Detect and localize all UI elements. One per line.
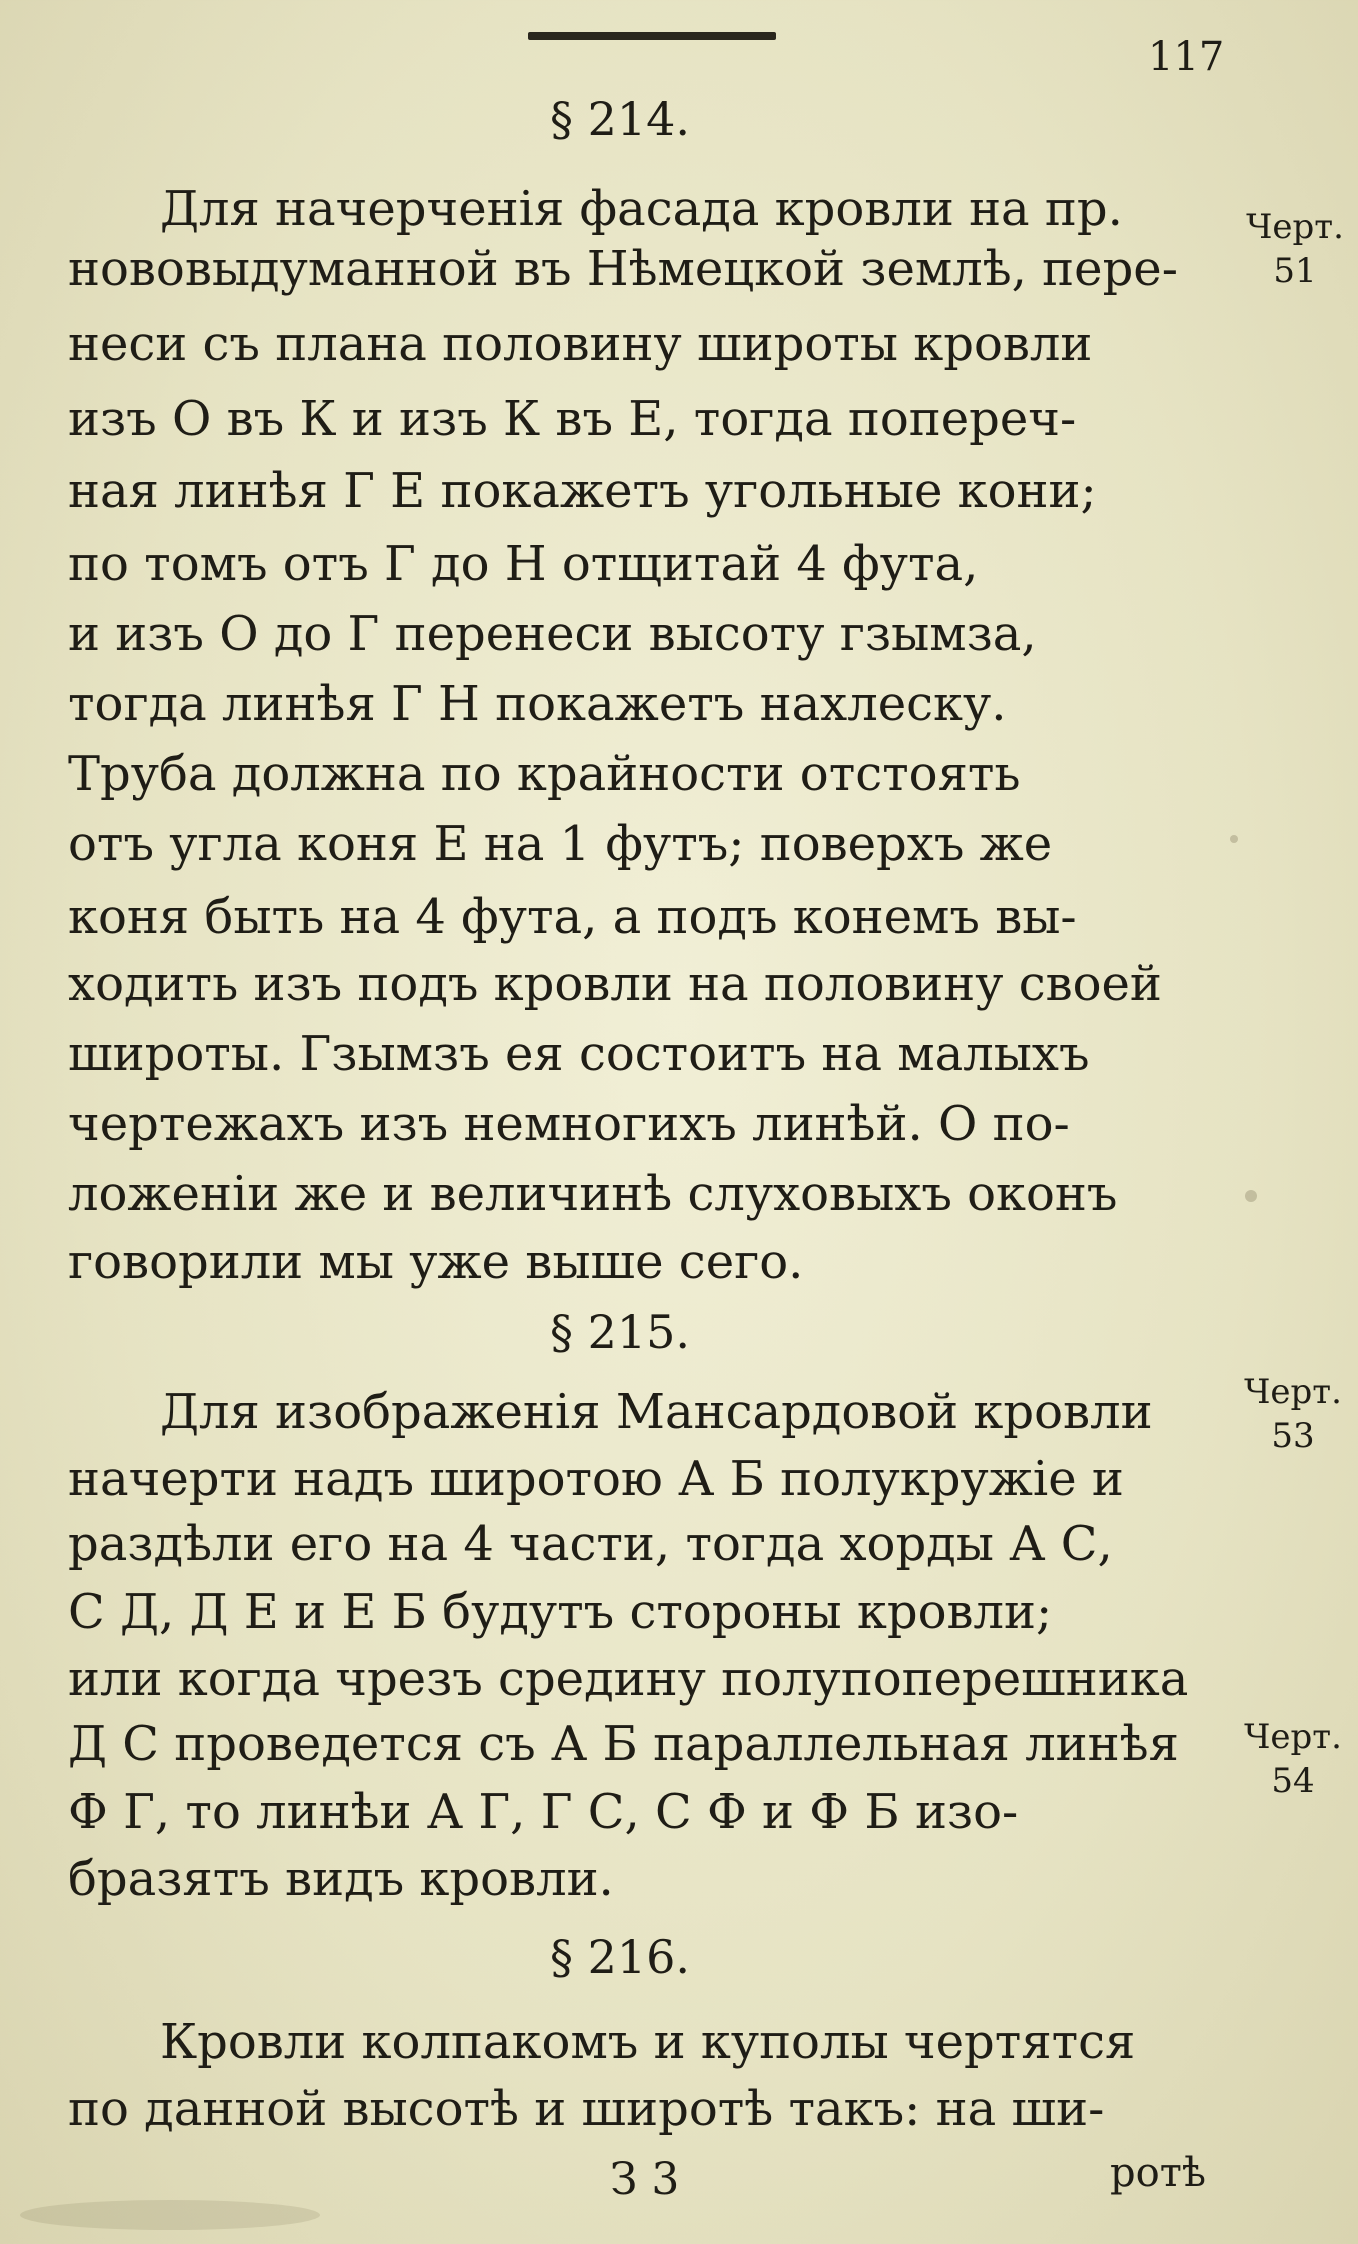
text-line: изъ О въ К и изъ К въ Е, тогда попереч- (68, 391, 1077, 447)
text-line: Д С проведется съ А Б параллельная линѣя (68, 1716, 1179, 1772)
margin-note-51 (1230, 205, 1358, 293)
text-line: С Д, Д Е и Е Б будутъ стороны кровли; (68, 1584, 1053, 1640)
margin-note-number: 54 (1271, 1761, 1315, 1802)
section-heading-214: § 214. (549, 92, 691, 146)
text-line: начерти надъ широтою А Б полукружіе и (68, 1451, 1124, 1507)
margin-note-number: 51 (1273, 251, 1317, 292)
catchword: ротѣ (1110, 2150, 1206, 2196)
text-line: ходить изъ подъ кровли на половину своей (68, 956, 1162, 1012)
section-heading-216: § 216. (549, 1930, 691, 1984)
text-line: широты. Гзымзъ ея состоитъ на малыхъ (68, 1026, 1090, 1082)
header-rule (528, 32, 776, 40)
section-heading-215: § 215. (549, 1305, 691, 1359)
text-line: ная линѣя Г Е покажетъ угольные кони; (68, 463, 1097, 519)
text-line: нововыдуманной въ Нѣмецкой землѣ, пере- (68, 241, 1178, 297)
text-line: неси съ плана половину широты кровли (68, 316, 1093, 372)
text-line: по томъ отъ Г до Н отщитай 4 фута, (68, 536, 979, 592)
ink-spot (1230, 835, 1238, 843)
text-line: чертежахъ изъ немногихъ линѣй. О по- (68, 1096, 1070, 1152)
margin-note-54 (1228, 1715, 1358, 1803)
text-line: или когда чрезъ средину полупоперешника (68, 1651, 1189, 1707)
text-line: раздѣли его на 4 части, тогда хорды А С, (68, 1516, 1113, 1572)
margin-note-label: Черт. (1246, 207, 1344, 247)
page-number: 117 (1148, 34, 1225, 80)
text-line: Кровли колпакомъ и куполы чертятся (160, 2014, 1136, 2070)
text-line: отъ угла коня Е на 1 футъ; поверхъ же (68, 816, 1053, 872)
text-line: говорили мы уже выше сего. (68, 1234, 804, 1290)
ink-spot (1245, 1190, 1257, 1202)
text-line: Ф Г, то линѣи А Г, Г С, С Ф и Ф Б изо- (68, 1784, 1019, 1840)
text-line: коня быть на 4 фута, а подъ конемъ вы- (68, 889, 1077, 945)
text-line: тогда линѣя Г Н покажетъ нахлеску. (68, 676, 1007, 732)
margin-note-label: Черт. (1244, 1372, 1342, 1412)
text-line: Труба должна по крайности отстоять (68, 746, 1021, 802)
margin-note-number: 53 (1271, 1416, 1315, 1457)
margin-note-53 (1228, 1370, 1358, 1458)
text-line: бразятъ видъ кровли. (68, 1851, 614, 1907)
text-line: ложеніи же и величинѣ слуховыхъ оконъ (68, 1166, 1118, 1222)
paper-stain (20, 2200, 320, 2230)
text-line: Для начерченія фасада кровли на пр. (160, 181, 1123, 237)
margin-note-label: Черт. (1244, 1717, 1342, 1757)
text-line: Для изображенія Мансардовой кровли (160, 1384, 1153, 1440)
text-line: и изъ О до Г перенеси высоту гзымза, (68, 606, 1037, 662)
text-line: по данной высотѣ и широтѣ такъ: на ши- (68, 2081, 1105, 2137)
signature-mark: З 3 (610, 2154, 680, 2205)
